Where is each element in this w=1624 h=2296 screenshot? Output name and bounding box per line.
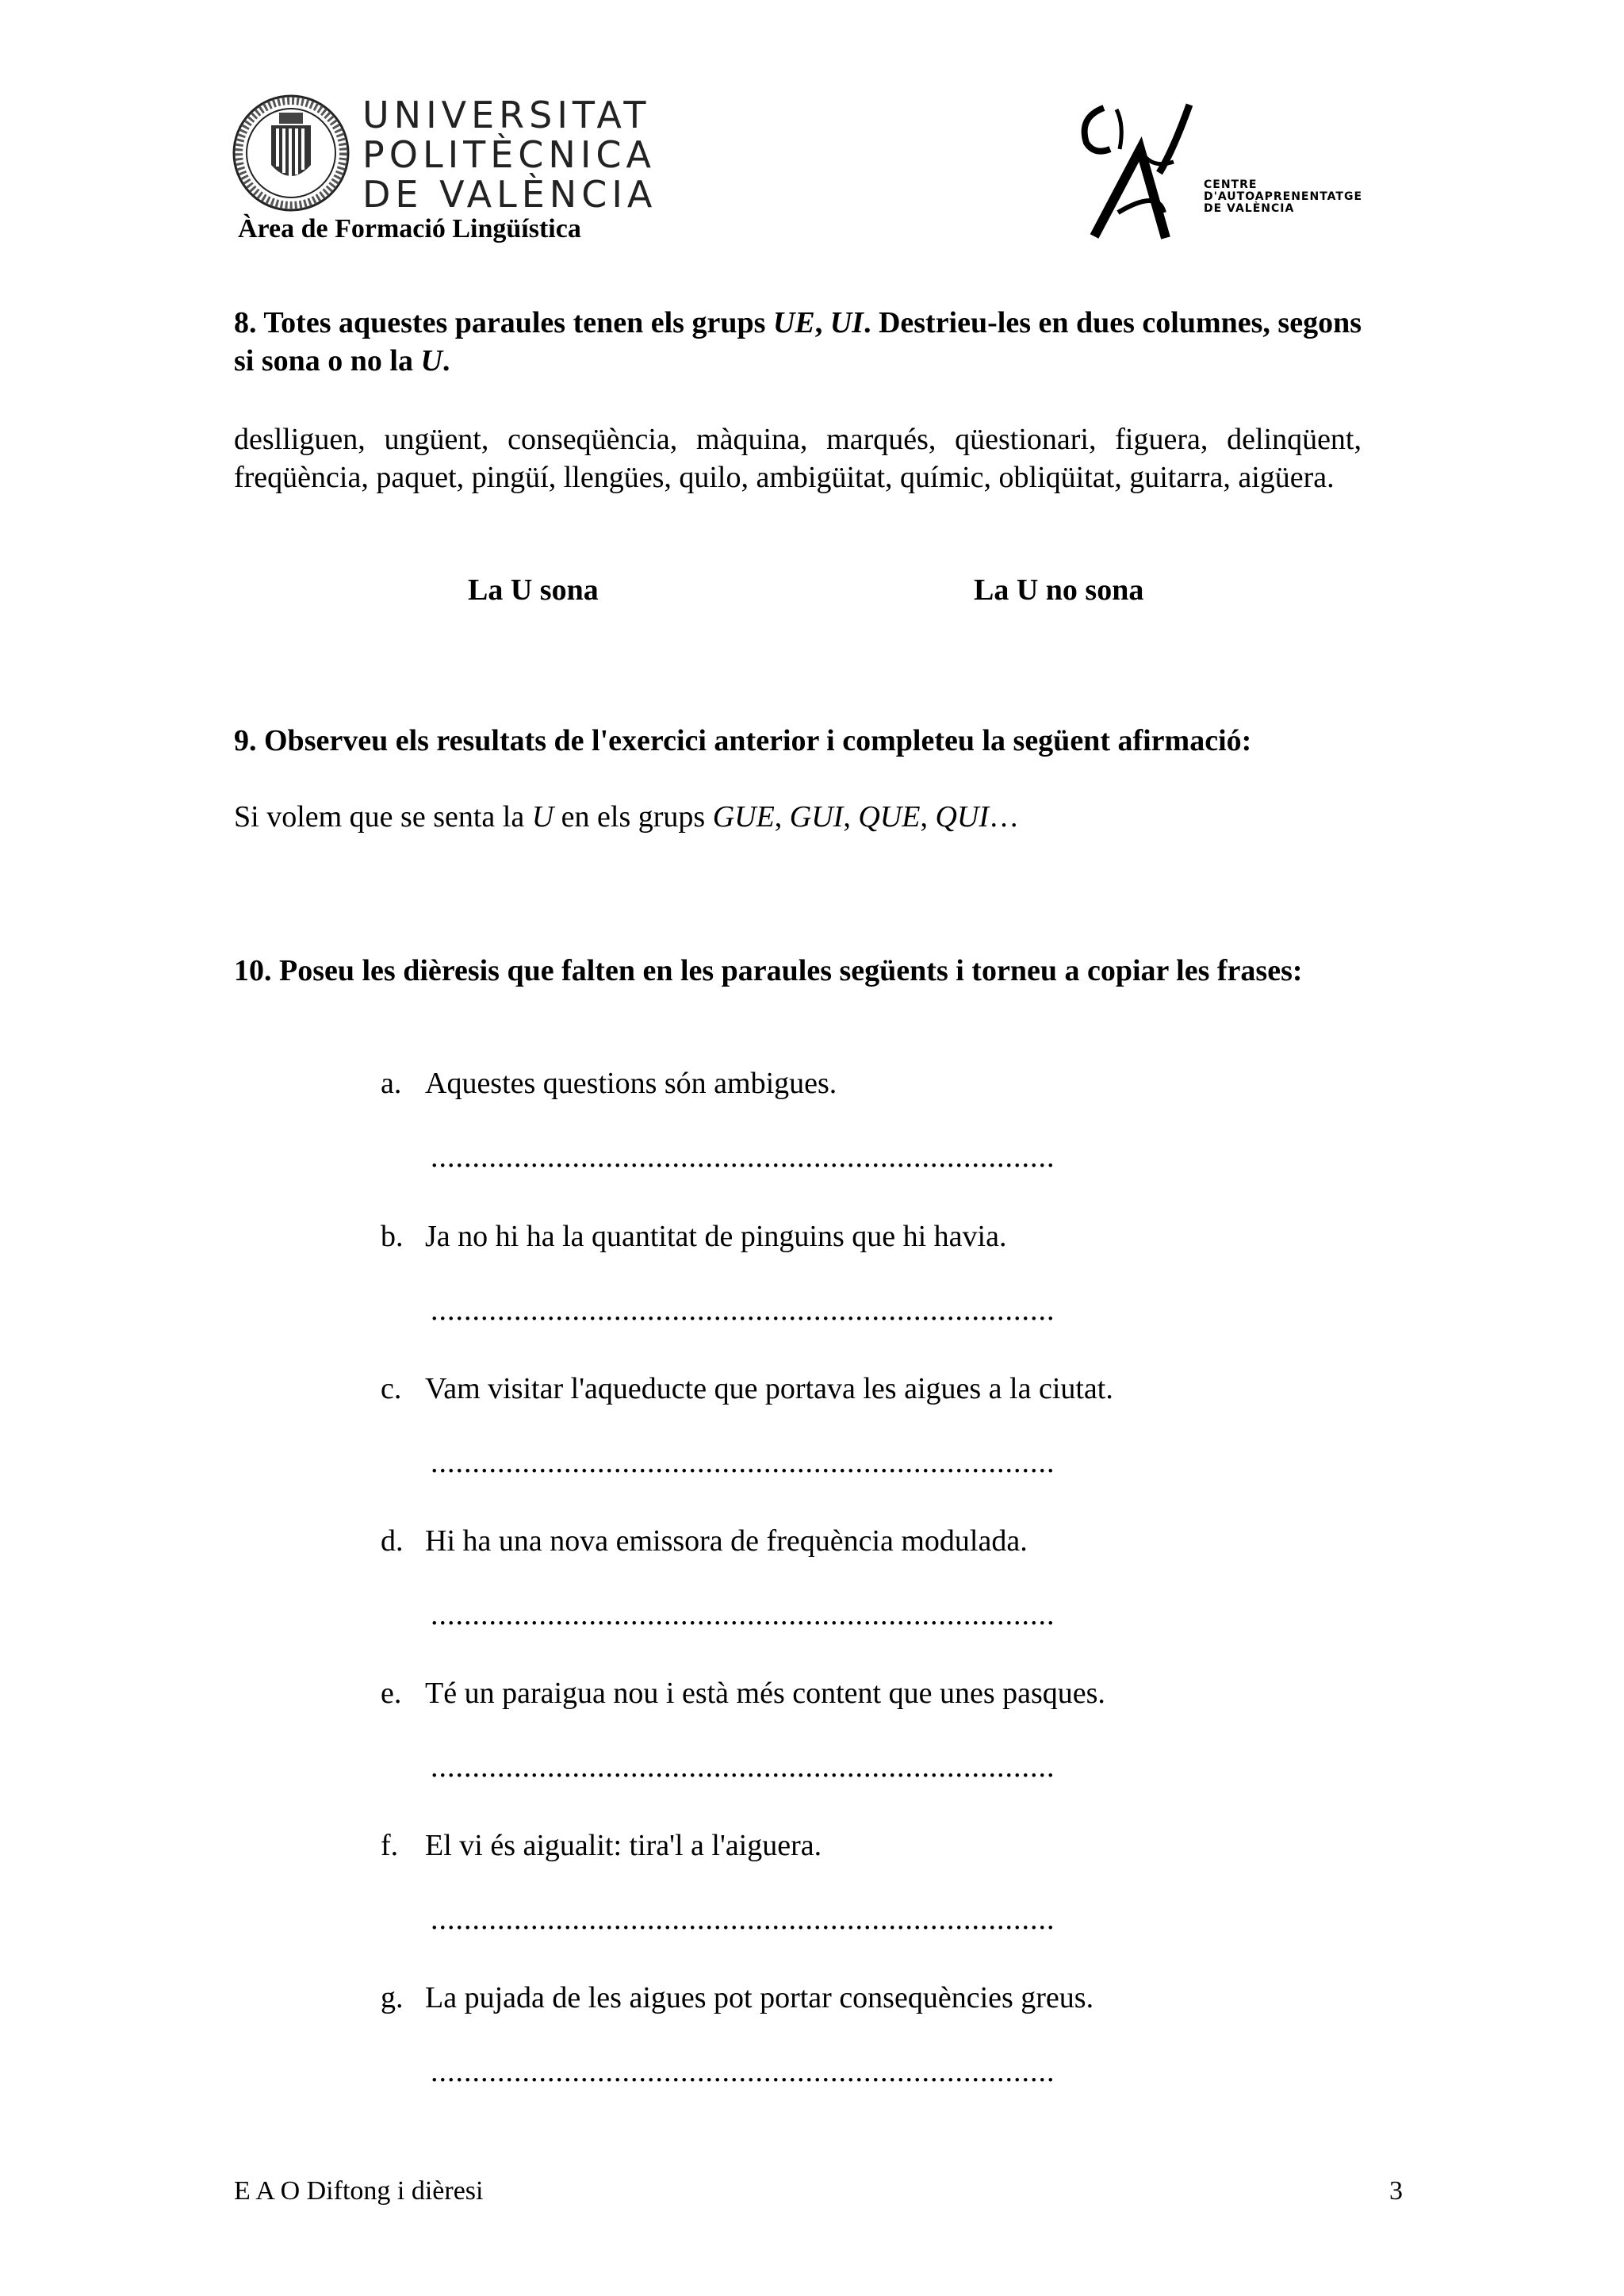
group-que: QUE [858, 800, 921, 834]
item-label: f. [381, 1829, 399, 1862]
item-sentence: Aquestes questions són ambigues. [425, 1067, 837, 1100]
exercise-8-title-text-2: . Destrieu-les en dues columnes, segons si sona o no la [234, 306, 1362, 378]
area-title: Àrea de Formació Lingüística [238, 214, 581, 243]
column-u-no-sona: La U no sona [974, 573, 1144, 607]
item-label: e. [381, 1677, 402, 1710]
upv-logo [232, 94, 657, 216]
page-number: 3 [1389, 2176, 1403, 2206]
centre-logo-icon [1071, 94, 1205, 244]
item-label: a. [381, 1067, 402, 1100]
exercise-9-title: 9. Observeu els resultats de l'exercici anterior i completeu la següent afirmació: [234, 724, 1252, 757]
item-label: b. [381, 1220, 404, 1253]
group-gue: GUE [712, 800, 775, 834]
item-sentence: La pujada de les aigues pot portar consequències greus. [425, 1981, 1094, 2014]
item-sentence: Vam visitar l'aqueducte que portava les aigues a la ciutat. [425, 1372, 1113, 1405]
group-ui: UI [829, 306, 864, 339]
group-ue: UE [772, 306, 815, 339]
answer-line[interactable]: ........................................................................... [431, 1750, 1055, 1784]
exercise-9-statement [234, 798, 1362, 836]
centre-logo [1071, 94, 1388, 244]
answer-line[interactable]: ........................................................................... [431, 1598, 1055, 1631]
item-sentence: Hi ha una nova emissora de frequència modulada. [425, 1524, 1028, 1558]
item-label: d. [381, 1524, 404, 1558]
list-item [381, 1674, 1105, 1712]
footer-title: E A O Diftong i dièresi [234, 2176, 484, 2206]
university-name-line-3: DE VALÈNCIA [362, 173, 657, 216]
letter-u: U [420, 344, 442, 378]
comma: , [814, 306, 830, 339]
statement-text-2: en els grups [553, 800, 713, 834]
exercise-8-title [234, 304, 1362, 380]
period: . [442, 344, 450, 378]
item-label: c. [381, 1372, 402, 1405]
centre-name-line-2: D'AUTOAPRENENTATGE [1204, 190, 1363, 203]
column-u-sona: La U sona [468, 573, 599, 607]
university-name-line-2: POLITÈCNICA [362, 133, 656, 176]
statement-text: Si volem que se senta la [234, 800, 532, 834]
centre-name-line-1: CENTRE [1204, 178, 1258, 191]
answer-line[interactable]: ........................................................................... [431, 1140, 1055, 1174]
list-item [381, 1217, 1006, 1255]
ellipsis: … [989, 800, 1019, 834]
comma: , [843, 800, 859, 834]
answer-line[interactable]: ........................................................................... [431, 2055, 1055, 2088]
item-sentence: El vi és aigualit: tira'l a l'aiguera. [425, 1829, 822, 1862]
answer-line[interactable]: ........................................................................... [431, 1294, 1055, 1327]
exercise-8-number: 8. [234, 306, 257, 339]
university-name-line-1: UNIVERSITAT [362, 94, 651, 136]
letter-u: U [531, 800, 554, 834]
exercise-8-title-text: Totes aquestes paraules tenen els grups [263, 306, 773, 339]
item-label: g. [381, 1981, 404, 2014]
comma: , [920, 800, 936, 834]
list-item [381, 1522, 1028, 1560]
group-gui: GUI [789, 800, 844, 834]
group-qui: QUI [935, 800, 989, 834]
answer-line[interactable]: ........................................................................... [431, 1903, 1055, 1936]
list-item [381, 1064, 837, 1102]
list-item [381, 1826, 822, 1865]
answer-line[interactable]: ........................................................................... [431, 1446, 1055, 1479]
item-sentence: Té un paraigua nou i està més content que unes pasques. [425, 1677, 1105, 1710]
list-item [381, 1370, 1113, 1408]
centre-name-line-3: DE VALÈNCIA [1204, 202, 1295, 215]
list-item [381, 1979, 1094, 2017]
exercise-8-word-list: deslliguen, ungüent, conseqüència, màquina, marqués, qüestionari, figuera, delinqüent, freqüència, paquet, pingüí, llengües, quilo, ambigüitat, químic, obliqüitat, guitarra, aigüera. [234, 423, 1362, 494]
exercise-10-title: 10. Poseu les dièresis que falten en les paraules següents i torneu a copiar les frases: [234, 954, 1303, 987]
university-seal-icon [232, 94, 350, 213]
item-sentence: Ja no hi ha la quantitat de pinguins que hi havia. [425, 1220, 1007, 1253]
comma: , [774, 800, 790, 834]
